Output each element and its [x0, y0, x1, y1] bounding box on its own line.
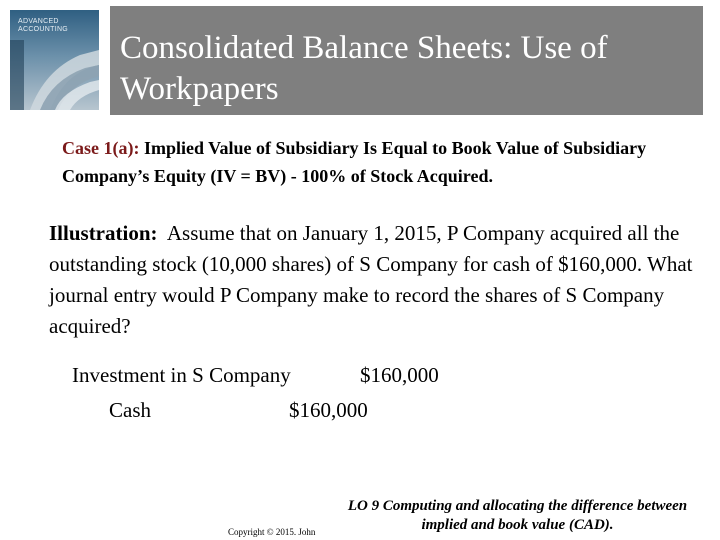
- title-band: [110, 6, 703, 115]
- learning-objective: LO 9 Computing and allocating the difference between implied and book value (CAD).: [347, 498, 688, 533]
- debit-account: Investment in S Company: [72, 363, 291, 387]
- copyright-text: Copyright © 2015. John: [228, 527, 316, 537]
- illustration-text: Assume that on January 1, 2015, P Company acquired all the outstanding stock (10,000 shares) of S Company for cash of $160,000. What journal entry would P Company make to record the shares of S Company acquired?: [49, 221, 693, 338]
- book-cover-image: [10, 10, 99, 110]
- credit-amount: $160,000: [289, 398, 368, 422]
- book-cover-title: ADVANCED ACCOUNTING: [18, 18, 69, 33]
- case-heading: [62, 134, 702, 190]
- case-label: Case 1(a):: [62, 138, 140, 158]
- illustration-label: Illustration:: [49, 221, 158, 245]
- debit-amount: $160,000: [360, 363, 439, 387]
- case-text: Implied Value of Subsidiary Is Equal to Book Value of Subsidiary Company’s Equity (IV = BV) - 100% of Stock Acquired.: [62, 138, 647, 186]
- illustration-paragraph: [49, 218, 699, 342]
- credit-account: Cash: [109, 398, 151, 422]
- slide-title: Consolidated Balance Sheets: Use of Workpapers: [120, 30, 608, 107]
